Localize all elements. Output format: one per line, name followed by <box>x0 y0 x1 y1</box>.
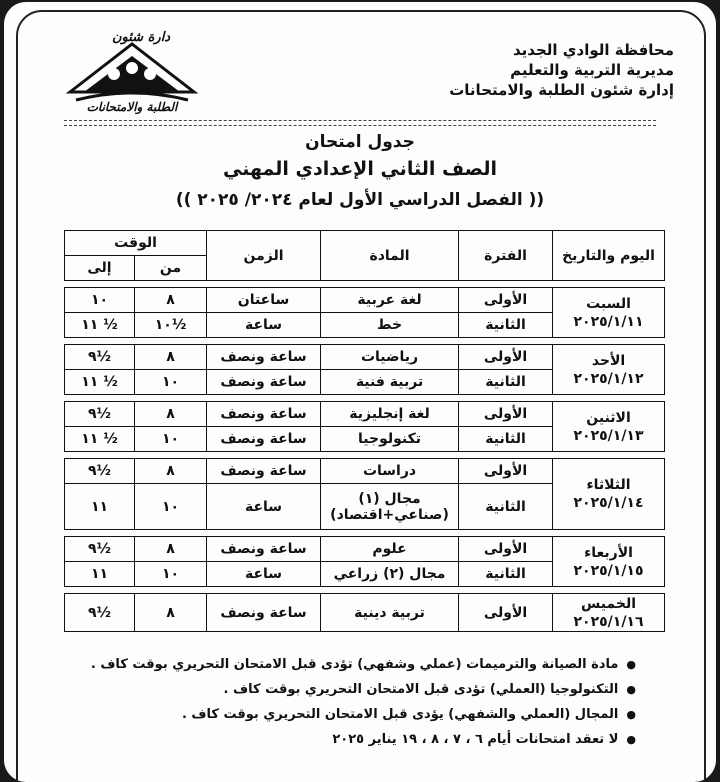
duration-cell: ساعة ونصف <box>207 345 321 370</box>
note-item: ●لا تعقد امتحانات أيام ٦ ، ٧ ، ٨ ، ١٩ يناير ٢٠٢٥ <box>91 727 636 752</box>
note-item: ●التكنولوجيا (العملي) تؤدى قبل الامتحان التحريري بوقت كاف . <box>91 677 636 702</box>
day-name: الأحد <box>591 352 626 369</box>
exam-date: ٢٠٢٥/١/١٤ <box>573 495 644 511</box>
time-from-cell: ٨ <box>135 537 207 562</box>
period-cell: الأولى <box>459 594 553 632</box>
day-name: السبت <box>586 295 631 312</box>
bullet-icon: ● <box>626 658 636 671</box>
table-row <box>65 459 665 484</box>
subject-cell <box>321 459 459 484</box>
time-to-cell: ½٩ <box>65 459 135 484</box>
duration-cell: ساعة <box>207 313 321 338</box>
subject-name: علوم <box>372 541 407 557</box>
day-cell <box>553 537 665 587</box>
exam-table <box>64 230 665 632</box>
exam-schedule-sheet <box>4 2 716 782</box>
note-item: ●المجال (العملي والشفهي) يؤدى قبل الامتحان التحريري بوقت كاف . <box>91 702 636 727</box>
day-name: الثلاثاء <box>586 477 631 493</box>
time-to-cell: ١١ <box>65 484 135 530</box>
subject-cell <box>321 288 459 313</box>
duration-cell: ساعة ونصف <box>207 459 321 484</box>
header-time: الوقت <box>65 231 207 256</box>
subject-cell <box>321 370 459 395</box>
directorate-header <box>449 40 674 100</box>
separator-cell <box>65 281 665 288</box>
time-from-cell: ٨ <box>135 288 207 313</box>
period-cell: الثانية <box>459 370 553 395</box>
subject-cell <box>321 562 459 587</box>
header-from: من <box>135 256 207 281</box>
day-separator <box>65 338 665 345</box>
duration-cell: ساعة ونصف <box>207 427 321 452</box>
duration-cell: ساعة <box>207 484 321 530</box>
grade-title: الصف الثاني الإعدادي المهني <box>223 158 497 180</box>
header-period: الفترة <box>459 231 553 281</box>
day-cell <box>553 402 665 452</box>
subject-name: مجال (١) <box>358 490 421 507</box>
day-cell <box>553 459 665 530</box>
header-day: اليوم والتاريخ <box>553 231 665 281</box>
subject-name: تربية فنية <box>355 374 424 390</box>
table-row <box>65 288 665 313</box>
day-separator <box>65 281 665 288</box>
time-to-cell: ١٠ <box>65 288 135 313</box>
time-from-cell: ٨ <box>135 402 207 427</box>
department-logo <box>62 30 202 122</box>
period-cell: الثانية <box>459 484 553 530</box>
period-cell: الثانية <box>459 427 553 452</box>
subject-name: لغة عربية <box>357 292 422 308</box>
subject-cell <box>321 313 459 338</box>
day-cell <box>553 288 665 338</box>
time-to-cell: ½ ١١ <box>65 370 135 395</box>
period-cell: الأولى <box>459 537 553 562</box>
day-separator <box>65 587 665 594</box>
table-header-row <box>65 231 665 256</box>
duration-cell: ساعتان <box>207 288 321 313</box>
table-row <box>65 537 665 562</box>
day-name: الاثنين <box>586 409 631 426</box>
time-to-cell: ½ ١١ <box>65 427 135 452</box>
subject-name: تربية دينية <box>354 604 425 621</box>
bullet-icon: ● <box>626 733 636 746</box>
separator-cell <box>65 587 665 594</box>
table-row <box>65 402 665 427</box>
subject-detail: (صناعي+اقتصاد) <box>330 506 449 523</box>
subject-cell <box>321 427 459 452</box>
separator-line <box>64 120 656 121</box>
duration-cell: ساعة ونصف <box>207 537 321 562</box>
time-from-cell: ١٠ <box>135 484 207 530</box>
bullet-icon: ● <box>626 683 636 696</box>
subject-name: لغة إنجليزية <box>349 406 430 422</box>
subject-name: رياضيات <box>360 349 419 365</box>
subject-name: خط <box>376 317 403 333</box>
time-from-cell: ١٠ <box>135 427 207 452</box>
period-cell: الأولى <box>459 345 553 370</box>
duration-cell: ساعة ونصف <box>207 594 321 632</box>
exam-date: ٢٠٢٥/١/١٢ <box>573 370 644 387</box>
day-name: الخميس <box>580 595 637 612</box>
separator-cell <box>65 530 665 537</box>
day-separator <box>65 395 665 402</box>
subject-name: تكنولوجيا <box>358 431 422 447</box>
subject-cell <box>321 402 459 427</box>
department-name: إدارة شئون الطلبة والامتحانات <box>449 81 674 99</box>
subject-cell <box>321 484 459 530</box>
header-duration: الزمن <box>207 231 321 281</box>
day-cell <box>553 345 665 395</box>
duration-cell: ساعة ونصف <box>207 370 321 395</box>
duration-cell: ساعة <box>207 562 321 587</box>
time-from-cell: ½١٠ <box>135 313 207 338</box>
period-cell: الثانية <box>459 313 553 338</box>
time-to-cell: ½٩ <box>65 402 135 427</box>
separator-cell <box>65 338 665 345</box>
subject-cell <box>321 594 459 632</box>
subject-cell <box>321 537 459 562</box>
exam-date: ٢٠٢٥/١/١٦ <box>573 613 644 630</box>
separator-cell <box>65 452 665 459</box>
time-to-cell: ١١ <box>65 562 135 587</box>
directorate-name: مديرية التربية والتعليم <box>510 61 674 79</box>
exam-date: ٢٠٢٥/١/١١ <box>573 313 644 330</box>
logo-top-text: دارة شئون <box>112 30 171 45</box>
subject-name: دراسات <box>362 463 417 479</box>
exam-date: ٢٠٢٥/١/١٥ <box>573 562 644 579</box>
time-to-cell: ½٩ <box>65 345 135 370</box>
time-from-cell: ١٠ <box>135 370 207 395</box>
governorate-name: محافظة الوادي الجديد <box>512 41 674 59</box>
header-to: إلى <box>65 256 135 281</box>
header-subject: المادة <box>321 231 459 281</box>
logo-bottom-text: الطلبة والامتحانات <box>86 100 178 114</box>
subject-name: مجال (٢) زراعي <box>333 566 446 582</box>
period-cell: الثانية <box>459 562 553 587</box>
exam-date: ٢٠٢٥/١/١٣ <box>573 427 644 444</box>
time-to-cell: ½٩ <box>65 537 135 562</box>
period-cell: الأولى <box>459 459 553 484</box>
table-row <box>65 345 665 370</box>
separator-line <box>64 125 656 126</box>
table-row <box>65 594 665 632</box>
period-cell: الأولى <box>459 288 553 313</box>
day-separator <box>65 452 665 459</box>
duration-cell: ساعة ونصف <box>207 402 321 427</box>
day-name: الأربعاء <box>584 544 633 561</box>
day-separator <box>65 530 665 537</box>
day-cell <box>553 594 665 632</box>
separator-cell <box>65 395 665 402</box>
bullet-icon: ● <box>626 708 636 721</box>
period-cell: الأولى <box>459 402 553 427</box>
time-to-cell: ½٩ <box>65 594 135 632</box>
note-item: ●مادة الصيانة والترميمات (عملي وشفهي) تؤدى قبل الامتحان التحريري بوقت كاف . <box>91 652 636 677</box>
time-from-cell: ٨ <box>135 594 207 632</box>
notes-list <box>91 652 636 752</box>
subject-cell <box>321 345 459 370</box>
time-from-cell: ٨ <box>135 345 207 370</box>
schedule-title: جدول امتحان <box>305 132 415 152</box>
time-from-cell: ٨ <box>135 459 207 484</box>
time-to-cell: ½ ١١ <box>65 313 135 338</box>
term-title: (( الفصل الدراسي الأول لعام ٢٠٢٤/ ٢٠٢٥ )) <box>175 190 545 210</box>
time-from-cell: ١٠ <box>135 562 207 587</box>
